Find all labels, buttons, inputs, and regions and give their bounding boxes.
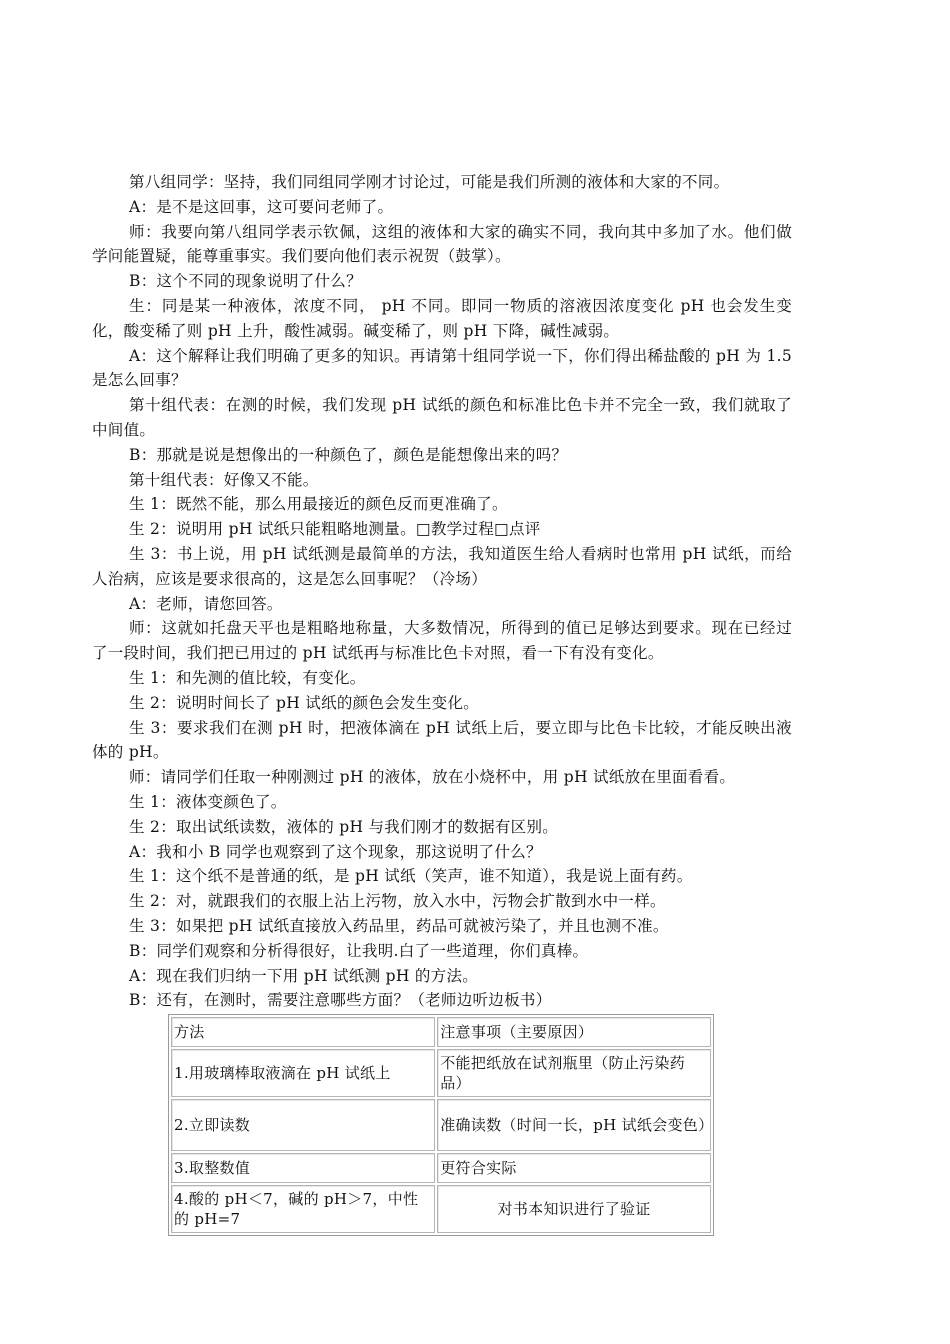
paragraph: B：同学们观察和分析得很好，让我明.白了一些道理，你们真棒。 [129,941,589,960]
paragraph: 第十组代表：好像又不能。 [129,470,319,489]
paragraph: A：我和小 B 同学也观察到了这个现象，那这说明了什么？ [129,842,542,861]
table-row [171,1049,711,1097]
table-row [171,1153,711,1183]
paragraph: 第八组同学：坚持，我们同组同学刚才讨论过，可能是我们所测的液体和大家的不同。 [129,173,730,191]
method-notes-table-wrapper [168,1014,714,1236]
paragraph: 生 1：和先测的值比较，有变化。 [129,668,366,687]
table-header-cell: 方法 [171,1017,435,1047]
table-cell-note: 更符合实际 [437,1153,711,1183]
paragraph: 生：同是某一种液体，浓度不同， pH 不同。即同一物质的溶液因浓度变化 pH 也会发生变化，酸变稀了则 pH 上升，酸性减弱。碱变稀了，则 pH 下降，碱性减弱。 [92,296,792,340]
paragraph: 生 3：要求我们在测 pH 时，把液体滴在 pH 试纸上后，要立即与比色卡比较，才能反映出液体的 pH。 [92,718,792,762]
table-row [171,1185,711,1233]
paragraph: 师：请同学们任取一种刚测过 pH 的液体，放在小烧杯中，用 pH 试纸放在里面看看。 [129,768,736,787]
table-cell-note: 准确读数（时间一长，pH 试纸会变色） [437,1099,711,1151]
method-notes-table [168,1014,714,1236]
table-header-row [171,1017,711,1047]
paragraph: A：这个解释让我们明确了更多的知识。再请第十组同学说一下，你们得出稀盐酸的 pH 为 1.5 是怎么回事？ [92,346,792,390]
paragraph: 生 2：说明时间长了 pH 试纸的颜色会发生变化。 [129,693,480,712]
paragraph: A：是不是这回事，这可要问老师了。 [129,197,394,216]
paragraph: 师：这就如托盘天平也是粗略地称量，大多数情况，所得到的值已足够达到要求。现在已经过了一段时间，我们把已用过的 pH 试纸再与标准比色卡对照，看一下有没有变化。 [92,619,792,663]
table-cell-note: 不能把纸放在试剂瓶里（防止污染药品） [437,1049,711,1097]
paragraph: A：现在我们归纳一下用 pH 试纸测 pH 的方法。 [129,966,479,985]
paragraph: 生 2：取出试纸读数，液体的 pH 与我们刚才的数据有区别。 [129,817,559,836]
paragraph: 生 1：既然不能，那么用最接近的颜色反而更准确了。 [129,495,508,514]
paragraph: 生 2：说明用 pH 试纸只能粗略地测量。□教学过程□点评 [129,520,541,539]
paragraph: A：老师，请您回答。 [129,594,283,613]
paragraph: B：这个不同的现象说明了什么？ [129,272,362,291]
paragraph: 生 3：如果把 pH 试纸直接放入药品里，药品可就被污染了，并且也测不准。 [129,916,669,935]
table-row [171,1099,711,1151]
table-cell-method: 1.用玻璃棒取液滴在 pH 试纸上 [171,1049,435,1097]
paragraph: 生 1：液体变颜色了。 [129,792,287,811]
paragraph: 生 1：这个纸不是普通的纸，是 pH 试纸（笑声，谁不知道），我是说上面有药。 [129,867,693,886]
table-cell-method: 4.酸的 pH＜7，碱的 pH＞7，中性的 pH=7 [171,1185,435,1233]
paragraph: 生 3：书上说，用 pH 试纸测是最简单的方法，我知道医生给人看病时也常用 pH 试纸，而给人治病，应该是要求很高的，这是怎么回事呢？（冷场） [92,544,792,588]
paragraph: 师：我要向第八组同学表示钦佩，这组的液体和大家的确实不同，我向其中多加了水。他们做学问能置疑，能尊重事实。我们要向他们表示祝贺（鼓掌）。 [92,222,792,266]
paragraph: 生 2：对，就跟我们的衣服上沾上污物，放入水中，污物会扩散到水中一样。 [129,892,666,911]
paragraph: B：还有，在测时，需要注意哪些方面？（老师边听边板书） [129,991,552,1010]
paragraph: 第十组代表：在测的时候，我们发现 pH 试纸的颜色和标准比色卡并不完全一致，我们就取了中间值。 [92,396,792,439]
table-cell-method: 3.取整数值 [171,1153,435,1183]
document-body [92,170,792,1013]
paragraph: B：那就是说是想像出的一种颜色了，颜色是能想像出来的吗？ [129,445,568,464]
table-header-cell: 注意事项（主要原因） [437,1017,711,1047]
table-cell-note: 对书本知识进行了验证 [437,1185,711,1233]
table-cell-method: 2.立即读数 [171,1099,435,1151]
